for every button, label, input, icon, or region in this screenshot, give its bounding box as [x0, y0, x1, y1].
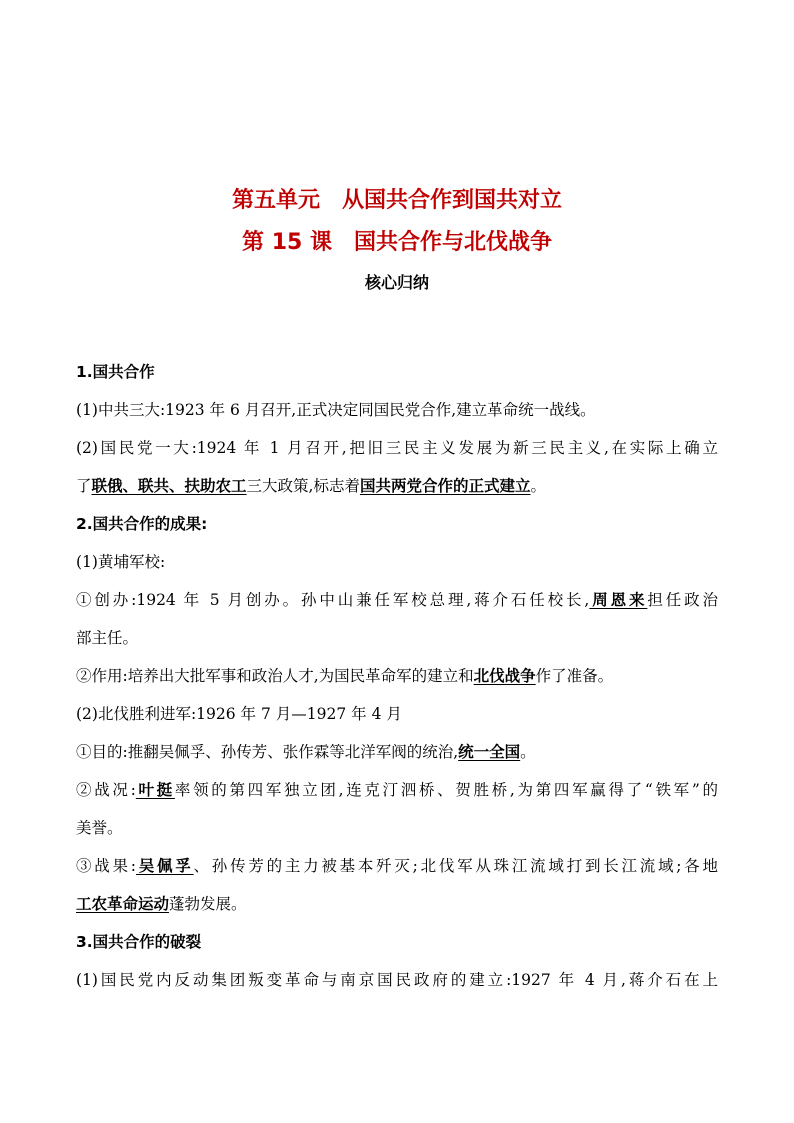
section-title: 核心归纳 [364, 273, 429, 292]
text: 了 [76, 477, 92, 495]
text: 。 [530, 477, 546, 495]
text: 。 [520, 743, 536, 761]
text: ①目的:推翻吴佩孚、孙传芳、张作霖等北洋军阀的统治, [76, 743, 459, 761]
text: 率领的第四军独立团,连克汀泗桥、贺胜桥,为第四军赢得了“铁军”的 [174, 781, 718, 799]
text: ②战况: [76, 781, 136, 799]
keyword: 工农革命运动 [76, 895, 170, 913]
text: ②作用:培养出大批军事和政治人才,为国民革命军的建立和 [76, 667, 474, 685]
paragraph: 美誉。 [76, 819, 123, 837]
paragraph [76, 847, 718, 885]
paragraph: (2)国民党一大:1924 年 1 月召开,把旧三民主义发展为新三民主义,在实际上确立 [76, 439, 718, 457]
paragraph [76, 657, 718, 695]
unit-title: 第五单元 从国共合作到国共对立 [231, 188, 562, 213]
keyword: 吴佩孚 [136, 857, 194, 875]
paragraph [76, 885, 718, 923]
paragraph [76, 733, 718, 771]
text: 作了准备。 [535, 667, 614, 685]
lesson-title: 第 15 课 国共合作与北伐战争 [242, 230, 552, 255]
text: 担任政治 [647, 591, 718, 609]
paragraph: 部主任。 [76, 629, 139, 647]
paragraph: (2)北伐胜利进军:1926 年 7 月—1927 年 4 月 [76, 705, 402, 723]
paragraph [76, 581, 718, 619]
section-heading-2: 2.国共合作的成果: [76, 515, 208, 533]
paragraph: (1)国民党内反动集团叛变革命与南京国民政府的建立:1927 年 4 月,蒋介石在上 [76, 971, 718, 989]
keyword: 周恩来 [589, 591, 648, 609]
section-heading-1: 1.国共合作 [76, 363, 155, 381]
paragraph [76, 771, 718, 809]
paragraph [76, 467, 718, 505]
keyword: 统一全国 [458, 743, 521, 761]
text: 蓬勃发展。 [169, 895, 247, 913]
text: 、孙传芳的主力被基本歼灭;北伐军从珠江流域打到长江流域;各地 [193, 857, 718, 875]
keyword: 国共两党合作的正式建立 [359, 477, 531, 495]
text: ③战果: [76, 857, 136, 875]
keyword: 叶挺 [135, 781, 175, 799]
document-body [76, 353, 718, 999]
keyword: 北伐战争 [473, 667, 536, 685]
keyword: 联俄、联共、扶助农工 [91, 477, 247, 495]
section-heading-3: 3.国共合作的破裂 [76, 933, 202, 951]
text: ①创办:1924 年 5 月创办。孙中山兼任军校总理,蒋介石任校长, [76, 591, 590, 609]
paragraph: (1)黄埔军校: [76, 553, 166, 571]
text: 三大政策,标志着 [246, 477, 360, 495]
paragraph: (1)中共三大:1923 年 6 月召开,正式决定同国民党合作,建立革命统一战线。 [76, 401, 596, 419]
